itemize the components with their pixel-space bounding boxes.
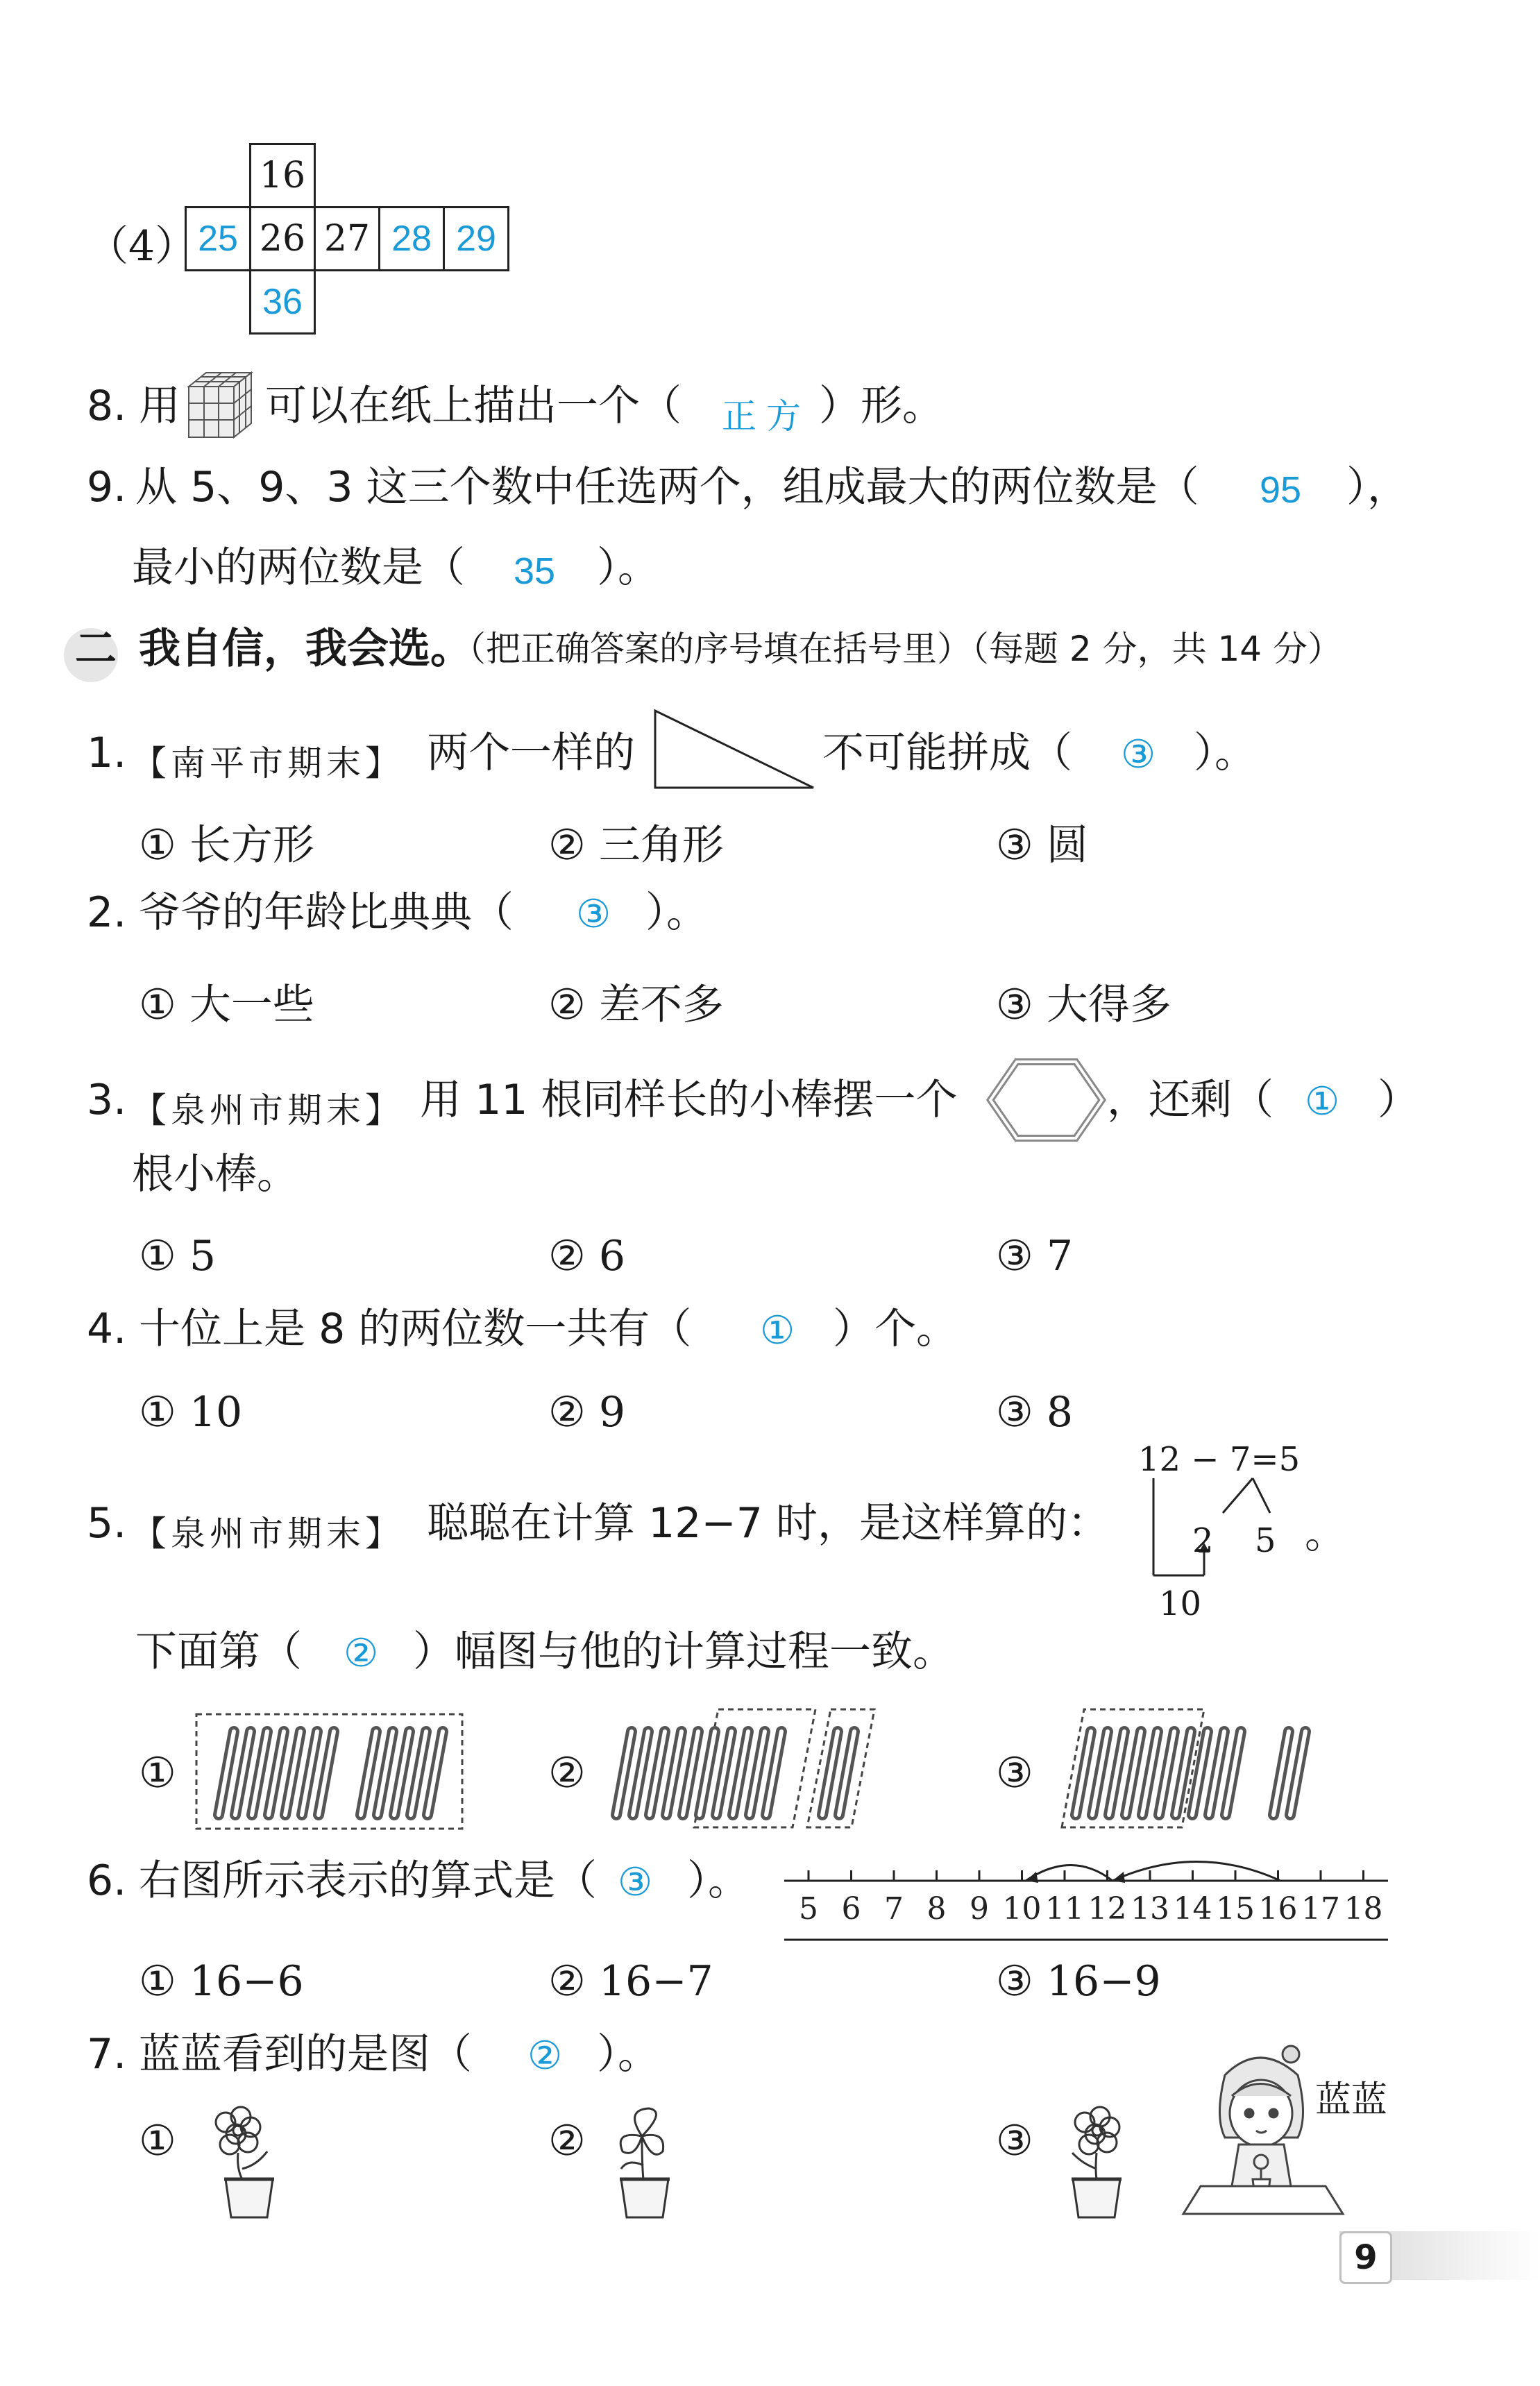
c5-ten: 10 — [1159, 1584, 1202, 1623]
c1-option-2: ② 三角形 — [548, 821, 724, 870]
number-line-label: 7 — [884, 1891, 904, 1927]
c3-option-3: ③ 7 — [996, 1232, 1074, 1280]
c3-line2: 根小棒。 — [132, 1150, 298, 1199]
number-line-label: 9 — [970, 1891, 989, 1927]
c5-formula: 12 − 7=5 — [1138, 1440, 1301, 1479]
c5-dot: 。 — [1305, 1509, 1346, 1558]
c2-option-1: ① 大一些 — [139, 981, 314, 1029]
sticks-figure-2 — [604, 1704, 895, 1836]
q8-post: ）形。 — [819, 382, 944, 430]
c1-pre: 两个一样的 — [427, 729, 635, 777]
c1-end: ）。 — [1194, 729, 1256, 777]
character-name: 蓝蓝 — [1315, 2079, 1388, 2121]
c3-source: 【泉州市期末】 — [132, 1090, 404, 1131]
flower-pot-front-icon — [198, 2103, 302, 2221]
c4-end: ）个。 — [833, 1305, 958, 1353]
c3-post: ，还剩（ — [1107, 1076, 1274, 1124]
c7-answer: ② — [527, 2033, 563, 2079]
q8-answer: 正方 — [722, 397, 811, 436]
cell: 26 — [251, 208, 315, 271]
number-line-label: 5 — [799, 1891, 818, 1927]
number-line-label: 8 — [926, 1891, 947, 1927]
c3-pre: 用 11 根同样长的小棒摆一个 — [420, 1076, 958, 1124]
c4-option-1: ① 10 — [139, 1388, 243, 1437]
c2-end: ）。 — [645, 888, 708, 937]
section-badge: 二 — [75, 625, 117, 673]
cell-top: 16 — [251, 144, 315, 208]
c5-option-2: ② — [548, 1749, 586, 1797]
c5-split-b: 5 — [1255, 1521, 1276, 1560]
cell-answer: 28 — [380, 208, 444, 271]
c1-post: 不可能拼成（ — [822, 729, 1072, 777]
c7-option-2: ② — [548, 2117, 586, 2165]
cell-answer: 36 — [251, 271, 315, 334]
c5-answer: ② — [344, 1631, 379, 1676]
c1-number: 1. — [87, 729, 127, 777]
hexagon-sticks-icon — [985, 1055, 1107, 1145]
cell-answer: 25 — [186, 208, 251, 271]
c6-option-2: ② 16−7 — [548, 1957, 713, 2006]
c7-option-1: ① — [139, 2117, 176, 2165]
number-line-label: 6 — [841, 1891, 861, 1927]
c6-number: 6. — [87, 1856, 127, 1905]
q8-number: 8. — [87, 382, 127, 430]
c5-option-3: ③ — [996, 1749, 1033, 1797]
c4-number: 4. — [87, 1305, 127, 1353]
c3-end: ） — [1378, 1076, 1419, 1124]
c6-answer: ③ — [618, 1860, 653, 1905]
cell: 27 — [315, 208, 380, 271]
section-desc: （把正确答案的序号填在括号里）（每题 2 分，共 14 分） — [451, 629, 1343, 669]
c1-answer: ③ — [1121, 732, 1156, 777]
number-line-label: 15 — [1216, 1891, 1255, 1927]
q9-answer1: 95 — [1260, 469, 1302, 511]
c5-split-a: 2 — [1192, 1521, 1214, 1560]
c5-source: 【泉州市期末】 — [132, 1514, 404, 1554]
cube-icon — [182, 369, 260, 442]
number-line-label: 13 — [1131, 1891, 1169, 1927]
number-line-label: 16 — [1258, 1891, 1298, 1927]
c7-end: ）。 — [597, 2030, 659, 2079]
number-line-label: 12 — [1088, 1891, 1127, 1927]
q9-answer2: 35 — [514, 550, 556, 592]
q8-pre: 用 — [139, 382, 180, 430]
number-line-label: 17 — [1301, 1891, 1340, 1927]
sticks-figure-3 — [1041, 1704, 1332, 1836]
c2-text: 爷爷的年龄比典典（ — [139, 888, 514, 937]
c4-option-3: ③ 8 — [996, 1388, 1074, 1437]
number-line-label: 14 — [1173, 1891, 1212, 1927]
c3-option-2: ② 6 — [548, 1232, 626, 1280]
page-number: 9 — [1339, 2231, 1392, 2284]
number-line-label: 11 — [1045, 1891, 1084, 1927]
c4-option-2: ② 9 — [548, 1388, 626, 1437]
q9-line2: 最小的两位数是（ — [132, 543, 465, 592]
number-line — [781, 1850, 1391, 1947]
c2-option-3: ③ 大得多 — [996, 981, 1171, 1029]
c2-answer: ③ — [576, 892, 611, 937]
c7-number: 7. — [87, 2030, 127, 2079]
c7-text: 蓝蓝看到的是图（ — [139, 2030, 472, 2079]
section-title: 我自信，我会选。 — [139, 625, 472, 673]
q9-line1: 从 5、9、3 这三个数中任选两个，组成最大的两位数是（ — [135, 463, 1199, 511]
c4-text: 十位上是 8 的两位数一共有（ — [139, 1305, 692, 1353]
number-line-label: 18 — [1344, 1891, 1383, 1927]
c2-option-2: ② 差不多 — [548, 981, 724, 1029]
sticks-figure-1 — [191, 1711, 468, 1836]
cube-net-grid — [185, 143, 509, 335]
c2-number: 2. — [87, 888, 127, 937]
q4-label: （4） — [87, 222, 197, 271]
c6-option-1: ① 16−6 — [139, 1957, 304, 2006]
c5-line2: 下面第（ — [135, 1627, 302, 1676]
c6-end: ）。 — [687, 1856, 750, 1905]
q9-number: 9. — [87, 463, 127, 511]
c1-option-1: ① 长方形 — [139, 821, 314, 870]
c6-option-3: ③ 16−9 — [996, 1957, 1161, 2006]
number-line-label: 10 — [1002, 1891, 1042, 1927]
triangle-icon — [652, 708, 819, 791]
flower-pot-side-icon — [600, 2103, 704, 2221]
q9-end2: ）。 — [597, 543, 659, 592]
c3-number: 3. — [87, 1076, 127, 1124]
girl-lanlan-illustration — [1176, 2040, 1350, 2221]
c5-number: 5. — [87, 1499, 127, 1548]
c6-text: 右图所示表示的算式是（ — [139, 1856, 597, 1905]
c1-source: 【南平市期末】 — [132, 743, 404, 784]
c1-option-3: ③ 圆 — [996, 821, 1088, 870]
q9-end1: ）， — [1346, 463, 1409, 511]
c5-end: ）幅图与他的计算过程一致。 — [413, 1627, 954, 1676]
c5-text: 聪聪在计算 12−7 时，是这样算的： — [427, 1499, 1109, 1548]
c3-option-1: ① 5 — [139, 1232, 217, 1280]
c7-option-3: ③ — [996, 2117, 1033, 2165]
cell-answer: 29 — [444, 208, 509, 271]
q8-mid: 可以在纸上描出一个（ — [265, 382, 682, 430]
c3-answer: ① — [1305, 1079, 1340, 1124]
c5-option-1: ① — [139, 1749, 176, 1797]
c4-answer: ① — [760, 1308, 795, 1353]
flower-pot-back-icon — [1048, 2103, 1152, 2221]
